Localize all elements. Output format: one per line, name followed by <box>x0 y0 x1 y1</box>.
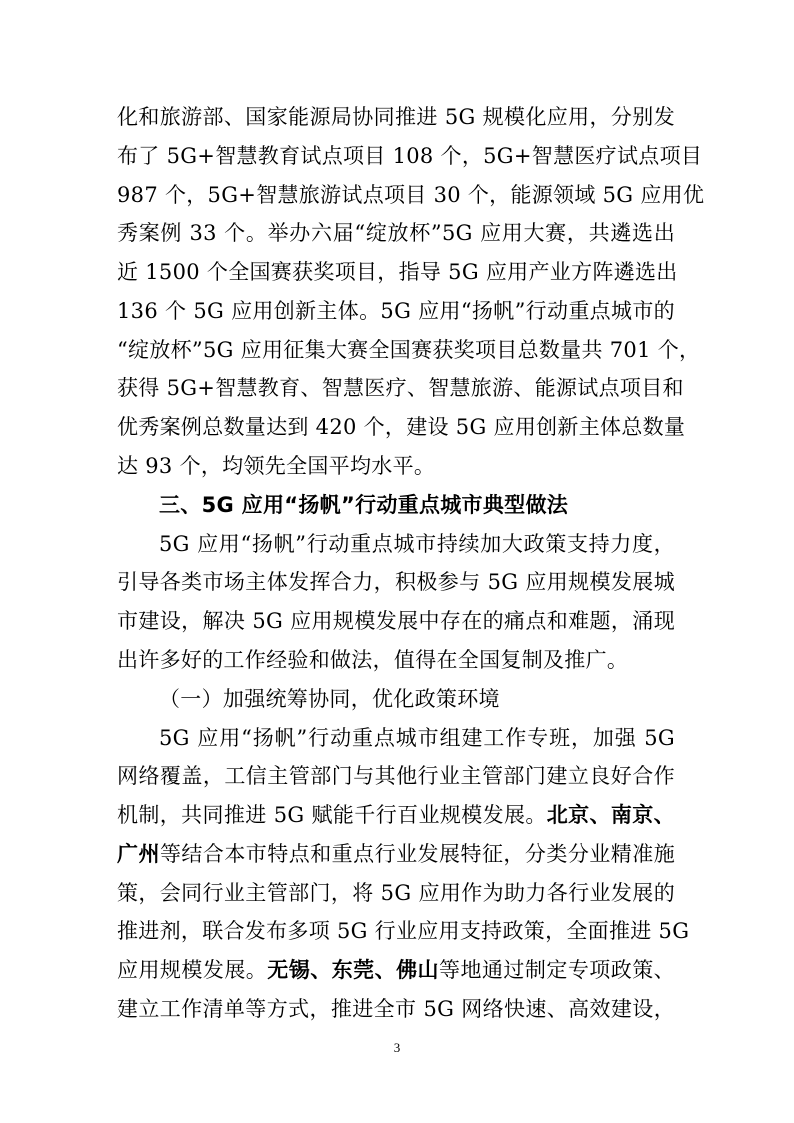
paragraph-line: 秀案例 33 个。举办六届“绽放杯”5G 应用大赛，共遴选出 <box>117 221 675 245</box>
paragraph-line: 获得 5G+智慧教育、智慧医疗、智慧旅游、能源试点项目和 <box>117 376 684 400</box>
line-text: 等地通过制定专项政策、 <box>439 958 675 982</box>
paragraph-line: 策，会同行业主管部门，将 5G 应用作为助力各行业发展的 <box>117 881 675 905</box>
paragraph-line: 5G 应用“扬帆”行动重点城市持续加大政策支持力度， <box>159 532 675 556</box>
subsection-heading: （一）加强统筹协同，优化政策环境 <box>159 687 500 711</box>
line-text: 等结合本市特点和重点行业发展特征，分类分业精准施 <box>159 842 675 866</box>
paragraph-line: 建立工作清单等方式，推进全市 5G 网络快速、高效建设， <box>117 997 675 1021</box>
line-text: 应用规模发展。 <box>117 958 268 982</box>
paragraph-line: 引导各类市场主体发挥合力，积极参与 5G 应用规模发展城 <box>117 570 675 594</box>
paragraph-line: 化和旅游部、国家能源局协同推进 5G 规模化应用，分别发 <box>117 105 675 129</box>
paragraph-line: 987 个，5G+智慧旅游试点项目 30 个，能源领域 5G 应用优 <box>117 183 705 207</box>
paragraph-line: 达 93 个，均领先全国平均水平。 <box>117 454 436 478</box>
paragraph-line: 136 个 5G 应用创新主体。5G 应用“扬帆”行动重点城市的 <box>117 299 675 323</box>
paragraph-line: 推进剂，联合发布多项 5G 行业应用支持政策，全面推进 5G <box>117 919 690 943</box>
paragraph-line: 出许多好的工作经验和做法，值得在全国复制及推广。 <box>117 648 629 672</box>
bold-city-names: 无锡、东莞、佛山 <box>267 958 440 982</box>
section-heading: 三、5G 应用“扬帆”行动重点城市典型做法 <box>159 493 569 517</box>
paragraph-line <box>117 798 675 832</box>
paragraph-line: 网络覆盖，工信主管部门与其他行业主管部门建立良好合作 <box>117 764 675 788</box>
line-text: 机制，共同推进 5G 赋能千行百业规模发展。 <box>117 803 547 827</box>
paragraph-line: 5G 应用“扬帆”行动重点城市组建工作专班，加强 5G <box>159 726 675 750</box>
page-number: 3 <box>393 1040 401 1055</box>
bold-city-names: 广州 <box>117 842 160 866</box>
bold-city-names: 北京、南京、 <box>546 803 675 827</box>
paragraph-line: 市建设，解决 5G 应用规模发展中存在的痛点和难题，涌现 <box>117 609 675 633</box>
paragraph-line: 优秀案例总数量达到 420 个，建设 5G 应用创新主体总数量 <box>117 415 686 439</box>
paragraph-line <box>117 953 675 987</box>
paragraph-line: 近 1500 个全国赛获奖项目，指导 5G 应用产业方阵遴选出 <box>117 260 678 284</box>
paragraph-line <box>117 837 675 871</box>
paragraph-line: 布了 5G+智慧教育试点项目 108 个，5G+智慧医疗试点项目 <box>117 144 703 168</box>
paragraph-line: “绽放杯”5G 应用征集大赛全国赛获奖项目总数量共 701 个， <box>117 338 701 362</box>
